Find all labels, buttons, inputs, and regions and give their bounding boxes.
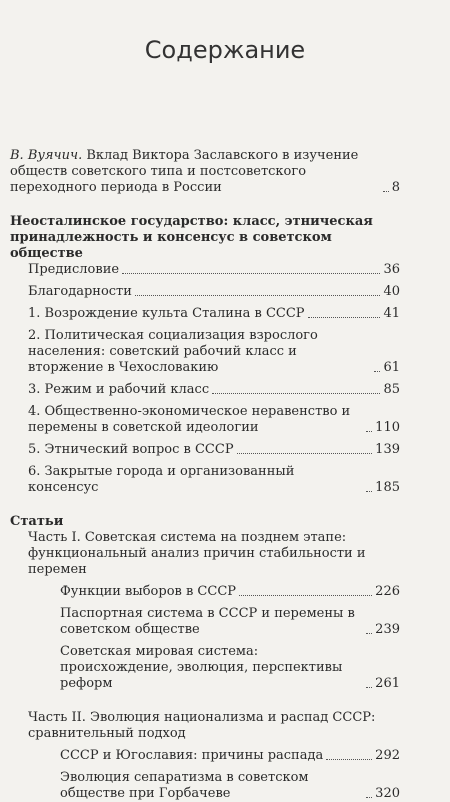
page-number: 226	[375, 584, 400, 599]
page-number: 292	[375, 748, 400, 763]
entry-title: 5. Этнический вопрос в СССР	[28, 442, 234, 457]
part1-entries	[10, 262, 400, 496]
page-number: 110	[375, 420, 400, 435]
chapter-heading-part-i: Часть I. Советская система на позднем этапе: функциональный анализ причин стабильности и перемен	[28, 530, 366, 577]
toc-entry[interactable]	[10, 306, 400, 322]
entry-title: Функции выборов в СССР	[60, 584, 237, 599]
entry-title: Предисловие	[28, 262, 120, 277]
leader-dots	[383, 191, 389, 192]
leader-dots	[366, 687, 372, 688]
entry-title: 6. Закрытые города и организованный консенсус	[28, 464, 295, 495]
leader-dots	[212, 393, 380, 394]
section-heading-articles: Статьи	[10, 514, 64, 529]
leader-dots	[135, 295, 381, 296]
leader-dots	[122, 273, 380, 274]
page-number: 41	[383, 306, 400, 321]
toc-entry[interactable]	[10, 584, 400, 600]
leader-dots	[374, 371, 380, 372]
toc-entry[interactable]	[10, 284, 400, 300]
toc-entry[interactable]	[10, 464, 400, 496]
page-number: 239	[375, 622, 400, 637]
table-of-contents	[10, 148, 400, 802]
toc-entry[interactable]	[10, 644, 400, 692]
entry-title: Паспортная система в СССР и перемены в советском обществе	[60, 606, 355, 637]
page-number: 185	[375, 480, 400, 495]
leader-dots	[366, 431, 372, 432]
page-number: 261	[375, 676, 400, 691]
toc-entry[interactable]	[10, 748, 400, 764]
author-name: В. Вуячич.	[10, 148, 83, 163]
page-title: Содержание	[144, 36, 306, 64]
leader-dots	[239, 595, 372, 596]
toc-entry[interactable]	[10, 404, 400, 436]
leader-dots	[237, 453, 373, 454]
entry-title: Благодарности	[28, 284, 132, 299]
entry-title: 4. Общественно-экономическое неравенство и перемены в советской идеологии	[28, 404, 351, 435]
chapter-heading-part-ii: Часть II. Эволюция национализма и распад СССР: сравнительный подход	[28, 710, 376, 741]
leader-dots	[366, 797, 372, 798]
toc-entry[interactable]	[10, 382, 400, 398]
leader-dots	[308, 317, 381, 318]
entry-title: Эволюция сепаратизма в советском обществе при Горбачеве	[60, 770, 309, 801]
entry-title: 1. Возрождение культа Сталина в СССР	[28, 306, 305, 321]
leader-dots	[366, 491, 372, 492]
toc-entry[interactable]	[10, 262, 400, 278]
section-heading-part1: Неосталинское государство: класс, этническая принадлежность и консенсус в советском обществе	[10, 214, 373, 261]
entry-title: Советская мировая система: происхождение, эволюция, перспективы реформ	[60, 644, 343, 691]
toc-entry[interactable]	[10, 606, 400, 638]
entry-title: 2. Политическая социализация взрослого населения: советский рабочий класс и вторжение в Чехословакию	[28, 328, 318, 375]
page-number: 85	[383, 382, 400, 397]
toc-entry[interactable]	[10, 442, 400, 458]
page-number: 36	[383, 262, 400, 277]
page-number: 40	[383, 284, 400, 299]
page-number: 8	[391, 180, 400, 195]
page-number: 320	[375, 786, 400, 801]
toc-entry-text	[10, 148, 380, 196]
page-number: 61	[383, 360, 400, 375]
entry-title: СССР и Югославия: причины распада	[60, 748, 324, 763]
toc-entry[interactable]	[10, 328, 400, 376]
leader-dots	[326, 759, 372, 760]
toc-entry[interactable]	[10, 770, 400, 802]
leader-dots	[366, 633, 372, 634]
page-number: 139	[375, 442, 400, 457]
toc-entry-introduction[interactable]	[10, 148, 400, 196]
entry-title: 3. Режим и рабочий класс	[28, 382, 210, 397]
entry-title: Вклад Виктора Заславского в изучение обществ советского типа и постсоветского переходного периода в России	[10, 148, 359, 195]
